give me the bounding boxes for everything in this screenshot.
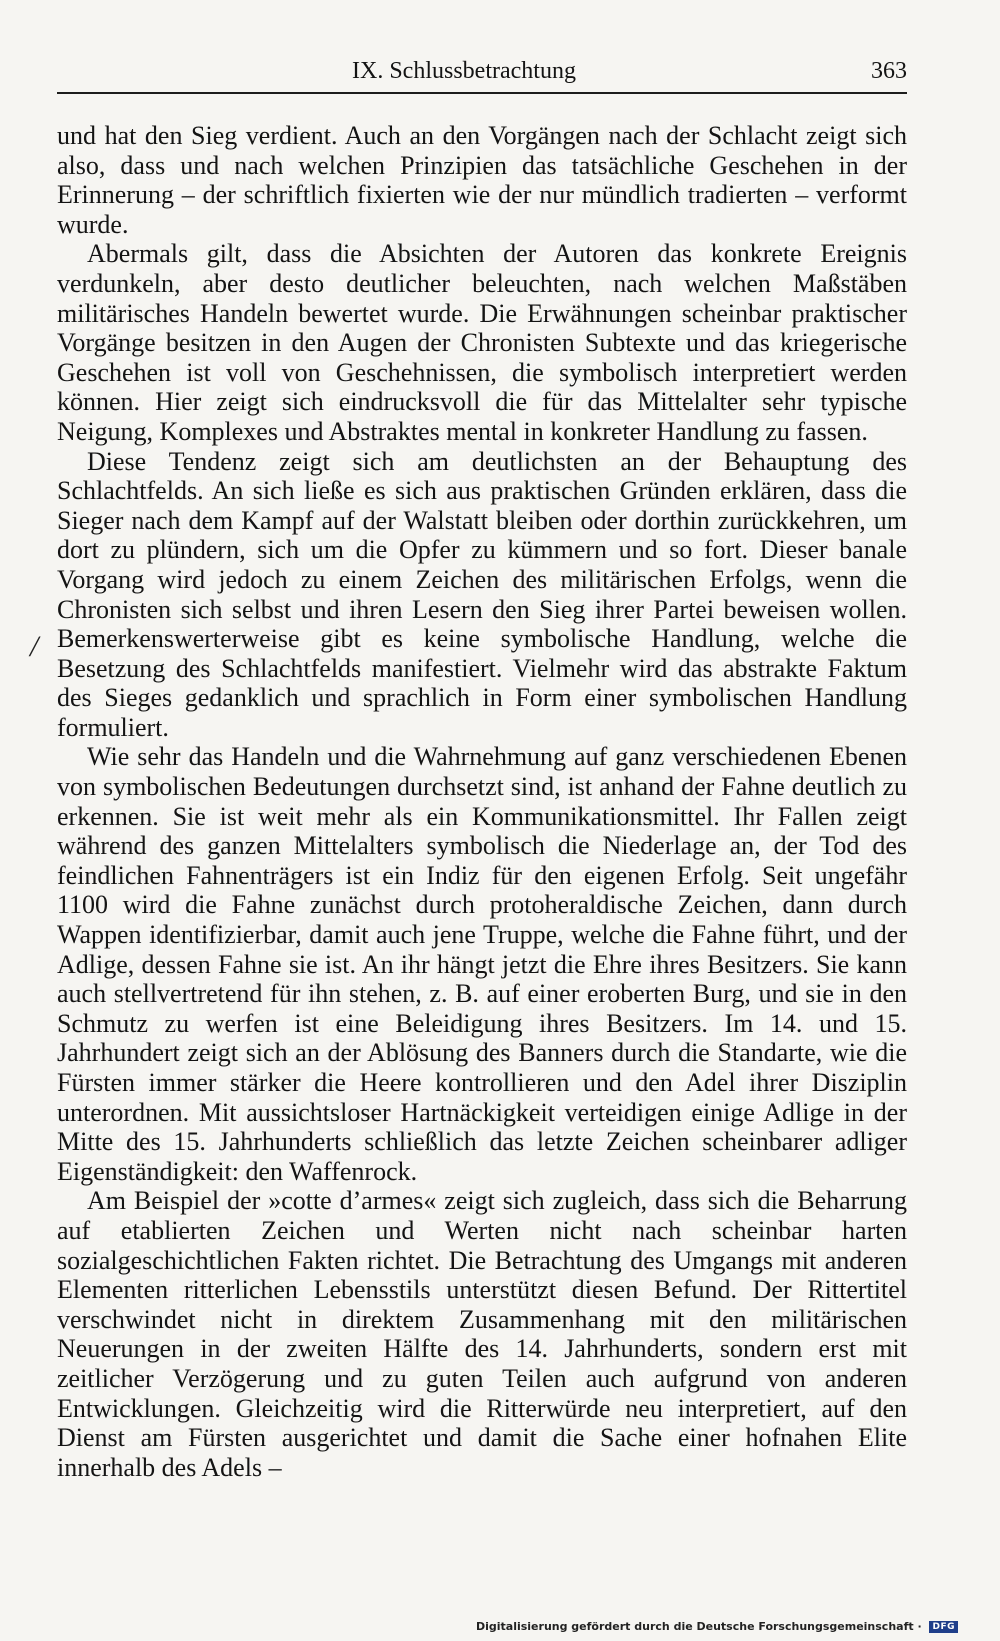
margin-pencil-mark: / [30, 630, 39, 663]
credit-text: Digitalisierung gefördert durch die Deutsche Forschungsgemeinschaft · [475, 1620, 922, 1633]
paragraph-2: Abermals gilt, dass die Absichten der Autoren das konkrete Ereignis verdunkeln, aber desto deutlicher beleuchten, nach welchen Maßstäben militärisches Handeln bewertet wurde. Die Erwähnungen scheinbar praktischer Vorgänge besitzen in den Augen der Chronisten Subtexte und das kriegerische Geschehen ist voll von Geschehnissen, die symbolisch interpretiert werden können. Hier zeigt sich eindrucksvoll die für das Mittelalter sehr typische Neigung, Komplexes und Abstraktes mental in konkreter Handlung zu fassen. [57, 239, 907, 446]
page-number: 363 [871, 58, 907, 84]
paragraph-5: Am Beispiel der »cotte d’armes« zeigt sich zugleich, dass sich die Beharrung auf etablierten Zeichen und Werten nicht nach scheinbar harten sozialgeschichtlichen Fakten richtet. Die Betrachtung des Umgangs mit anderen Elementen ritterlichen Lebensstils unterstützt diesen Befund. Der Rittertitel verschwindet nicht in direktem Zusammenhang mit den militärischen Neuerungen in der zweiten Hälfte des 14. Jahrhunderts, sondern erst mit zeitlicher Verzögerung und zu guten Teilen auch aufgrund von anderen Entwicklungen. Gleichzeitig wird die Ritterwürde neu interpretiert, auf den Dienst am Fürsten ausgerichtet und damit die Sache einer hofnahen Elite innerhalb des Adels – [57, 1186, 907, 1482]
paragraph-1: und hat den Sieg verdient. Auch an den Vorgängen nach der Schlacht zeigt sich also, dass und nach welchen Prinzipien das tatsächliche Geschehen in der Erinnerung – der schriftlich fixierten wie der nur mündlich tradierten – verformt wurde. [57, 121, 907, 239]
dfg-logo: DFG [929, 1621, 958, 1633]
paragraph-3: Diese Tendenz zeigt sich am deutlichsten an der Behauptung des Schlachtfelds. An sich ließe es sich aus praktischen Gründen erklären, dass die Sieger nach dem Kampf auf der Walstatt bleiben oder dorthin zurückkehren, um dort zu plündern, sich um die Opfer zu kümmern und so fort. Dieser banale Vorgang wird jedoch zu einem Zeichen des militärischen Erfolgs, wenn die Chronisten sich selbst und ihren Lesern den Sieg ihrer Partei beweisen wollen. Bemerkenswerterweise gibt es keine symbolische Handlung, welche die Besetzung des Schlachtfelds manifestiert. Vielmehr wird das abstrakte Faktum des Sieges gedanklich und sprachlich in Form einer symbolischen Handlung formuliert. [57, 446, 907, 742]
paragraph-4: Wie sehr das Handeln und die Wahrnehmung auf ganz verschiedenen Ebenen von symbolischen Bedeutungen durchsetzt sind, ist anhand der Fahne deutlich zu erkennen. Sie ist weit mehr als ein Kommunikationsmittel. Ihr Fallen zeigt während des ganzen Mittelalters symbolisch die Niederlage an, der Tod des feindlichen Fahnenträgers ist ein Indiz für den eigenen Erfolg. Seit ungefähr 1100 wird die Fahne zunächst durch protoheraldische Zeichen, dann durch Wappen identifizierbar, damit auch jene Truppe, welche die Fahne führt, und der Adlige, dessen Fahne sie ist. An ihr hängt jetzt die Ehre ihres Besitzers. Sie kann auch stellvertretend für ihn stehen, z. B. auf einer eroberten Burg, und sie in den Schmutz zu werfen ist eine Beleidigung ihres Besitzers. Im 14. und 15. Jahrhundert zeigt sich an der Ablösung des Banners durch die Standarte, wie die Fürsten immer stärker die Heere kontrollieren und den Adel ihrer Disziplin unterordnen. Mit aussichtsloser Hartnäckigkeit verteidigen einige Adlige in der Mitte des 15. Jahrhunderts schließlich das letzte Zeichen scheinbarer adliger Eigenständigkeit: den Waffenrock. [57, 742, 907, 1186]
digitization-credit [476, 1620, 958, 1633]
body-text [57, 121, 907, 1482]
chapter-title: IX. Schlussbetrachtung [352, 58, 576, 84]
running-head [57, 58, 907, 94]
